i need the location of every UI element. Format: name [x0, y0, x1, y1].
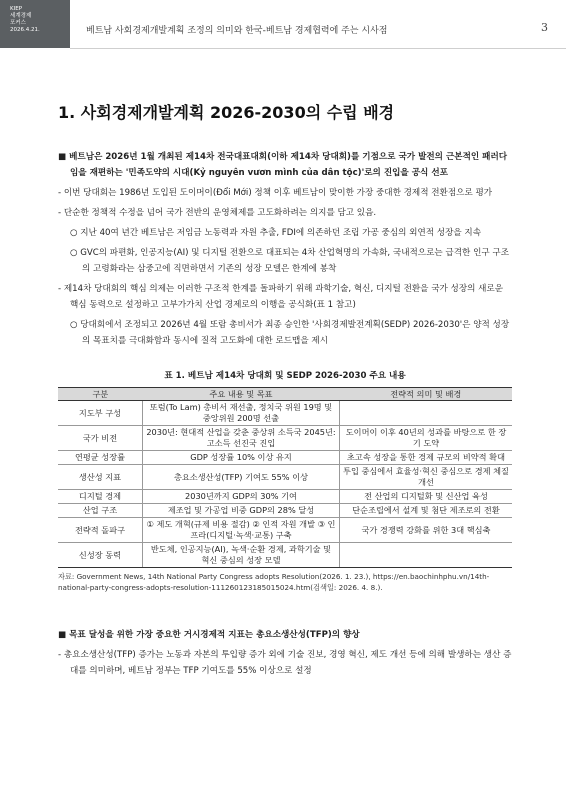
dash-paragraph: [58, 185, 512, 201]
table-cell: ① 제도 개혁(규제 비용 절감) ② 인적 자원 개발 ③ 인프라(디지털·녹색·교통) 구축: [143, 518, 340, 543]
circle-bullet-icon: ○: [70, 248, 78, 258]
table-cell: 신성장 동력: [58, 543, 143, 568]
table-cell: 지도부 구성: [58, 401, 143, 426]
page-header: [70, 0, 566, 49]
table-cell: GDP 성장률 10% 이상 유지: [143, 451, 340, 465]
table-cell: [340, 401, 513, 426]
table-row: [58, 451, 512, 465]
table-cell: 산업 구조: [58, 504, 143, 518]
paragraph-text: 제14차 당대회의 핵심 의제는 이러한 구조적 한계를 돌파하기 위해 과학기술, 혁신, 디지털 전환을 국가 성장의 새로운 핵심 동력으로 설정하고 고부가가치 산업 경제로의 이행을 공식화(표 1 참고): [63, 284, 504, 310]
badge-line: 세계경제: [10, 13, 32, 19]
dash-paragraph: [58, 647, 512, 679]
circle-paragraph: [58, 225, 512, 241]
section-title: 1. 사회경제개발계획 2026-2030의 수립 배경: [58, 103, 395, 122]
table-cell: 반도체, 인공지능(AI), 녹색·순환 경제, 과학기술 및 혁신 중심의 성장 모델: [143, 543, 340, 568]
bullet-paragraph: [58, 149, 512, 181]
table-cell: 투입 중심에서 효율성·혁신 중심으로 경제 체질 개선: [340, 465, 513, 490]
table-row: [58, 426, 512, 451]
table-cell: 국가 경쟁력 강화를 위한 3대 핵심축: [340, 518, 513, 543]
paragraph-text: 베트남은 2026년 1월 개최된 제14차 전국대표대회(이하 제14차 당대회)를 기점으로 국가 발전의 근본적인 패러다임을 재편하는 '민족도약의 시대(Kỷ nguyên vươn mình của dân tộc)'로의 진입을 공식 선포: [69, 152, 508, 178]
square-bullet-icon: ■: [58, 152, 67, 162]
table-cell: 생산성 지표: [58, 465, 143, 490]
table-cell: 2030년: 현대적 산업을 갖춘 중상위 소득국 2045년: 고소득 선진국 진입: [143, 426, 340, 451]
table-cell: 또럼(To Lam) 총비서 재선출, 정치국 위원 19명 및 중앙위원 200명 선출: [143, 401, 340, 426]
table-header: 구분: [58, 388, 143, 401]
table-cell: 연평균 성장률: [58, 451, 143, 465]
circle-bullet-icon: ○: [70, 228, 78, 238]
table-cell: 제조업 및 가공업 비중 GDP의 28% 달성: [143, 504, 340, 518]
paragraph-text: GVC의 파편화, 인공지능(AI) 및 디지털 전환으로 대표되는 4차 산업혁명의 가속화, 국내적으로는 급격한 인구 구조의 고령화라는 삼중고에 직면하면서 기존의 성장 모델은 한계에 봉착: [80, 248, 510, 274]
publication-badge: [0, 0, 70, 48]
table-cell: 전략적 돌파구: [58, 518, 143, 543]
table-cell: 총요소생산성(TFP) 기여도 55% 이상: [143, 465, 340, 490]
paragraph-text: 당대회에서 조정되고 2026년 4월 또람 총비서가 최종 승인한 '사회경제발전계획(SEDP) 2026-2030'은 양적 성장의 목표치를 극대화함과 동시에 질적 고도화에 대한 로드맵을 제시: [80, 320, 510, 346]
table-source-note: 자료: Government News, 14th National Party Congress adopts Resolution(2026. 1. 23.), https://en.baochinhphu.vn/14th-national-party-congress-adopts-resolution-111260123185015024.htm(검색일: 2026. 4. 8.).: [58, 572, 490, 592]
table-cell: 전 산업의 디지털화 및 신산업 육성: [340, 490, 513, 504]
dash-bullet-icon: -: [58, 650, 62, 660]
table-header: 전략적 의미 및 배경: [340, 388, 513, 401]
table-row: [58, 518, 512, 543]
dash-bullet-icon: -: [58, 188, 62, 198]
dash-bullet-icon: -: [58, 208, 62, 218]
table-cell: 초고속 성장을 통한 경제 규모의 비약적 확대: [340, 451, 513, 465]
table-cell: 디지털 경제: [58, 490, 143, 504]
dash-paragraph: [58, 205, 512, 221]
table-header-row: [58, 388, 512, 401]
table-row: [58, 401, 512, 426]
square-bullet-icon: ■: [58, 630, 67, 640]
badge-line: KIEP: [10, 6, 23, 12]
table-cell: 2030년까지 GDP의 30% 기여: [143, 490, 340, 504]
page-body: [58, 100, 512, 679]
table-row: [58, 504, 512, 518]
paragraph-text: 총요소생산성(TFP) 증가는 노동과 자본의 투입량 증가 외에 기술 진보, 경영 혁신, 제도 개선 등에 의해 발생하는 생산 증대를 의미하며, 베트남 정부는 TFP 기여도를 55% 이상으로 설정: [63, 650, 512, 676]
summary-table: [58, 387, 512, 568]
running-title: 베트남 사회경제개발계획 조정의 의미와 한국-베트남 경제협력에 주는 시사점: [86, 26, 388, 36]
dash-bullet-icon: -: [58, 284, 62, 294]
paragraph-text: 단순한 정책적 수정을 넘어 국가 전반의 운영체제를 고도화하려는 의지를 담고 있음.: [63, 208, 377, 218]
paragraph-text: 이번 당대회는 1986년 도입된 도이머이(Đổi Mới) 정책 이후 베트남이 맞이한 가장 중대한 경제적 전환점으로 평가: [63, 188, 493, 198]
table-cell: 단순조립에서 설계 및 첨단 제조로의 전환: [340, 504, 513, 518]
bullet-paragraph: [58, 627, 512, 643]
circle-paragraph: [58, 317, 512, 349]
paragraph-text: 지난 40여 년간 베트남은 저임금 노동력과 자원 추출, FDI에 의존하던 조립 가공 중심의 외연적 성장을 지속: [80, 228, 482, 238]
dash-paragraph: [58, 281, 512, 313]
table-header: 주요 내용 및 목표: [143, 388, 340, 401]
table-title: 표 1. 베트남 제14차 당대회 및 SEDP 2026-2030 주요 내용: [164, 371, 406, 381]
table-row: [58, 543, 512, 568]
page-number: 3: [541, 21, 548, 34]
badge-line: 2026.4.21.: [10, 27, 40, 33]
table-row: [58, 490, 512, 504]
circle-paragraph: [58, 245, 512, 277]
table-row: [58, 465, 512, 490]
table-cell: [340, 543, 513, 568]
table-cell: 도이머이 이후 40년의 성과를 바탕으로 한 장기 도약: [340, 426, 513, 451]
table-cell: 국가 비전: [58, 426, 143, 451]
badge-line: 포커스: [10, 20, 26, 26]
paragraph-text: 목표 달성을 위한 가장 중요한 거시경제적 지표는 총요소생산성(TFP)의 향상: [69, 630, 360, 640]
circle-bullet-icon: ○: [70, 320, 78, 330]
